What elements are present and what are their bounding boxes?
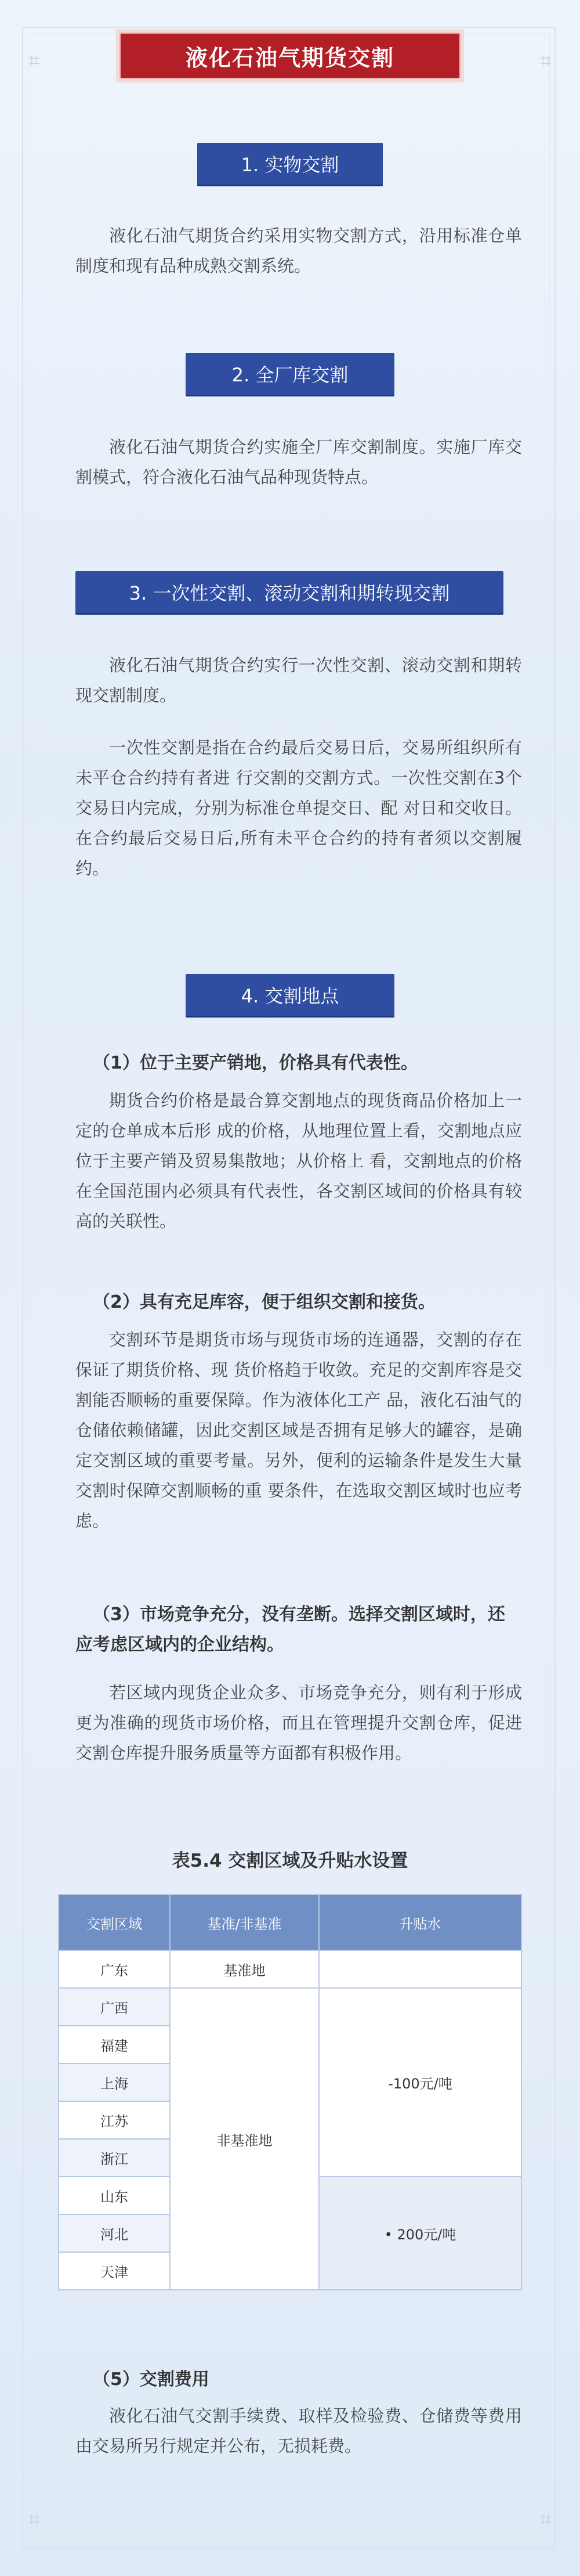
section-4-text-3: 若区域内现货企业众多、市场竞争充分，则有利于形成更为准确的现货市场价格，而且在管理提升交割仓库，促进交割仓库提升服务质量等方面都有积极作用。 — [75, 1683, 522, 1763]
section-heading-1: 1. 实物交割 — [197, 143, 383, 185]
section-1-text: 液化石油气期货合约采用实物交割方式，沿用标准仓单制度和现有品种成熟交割系统。 — [75, 226, 522, 276]
section-heading-2: 2. 全厂库交割 — [186, 353, 394, 395]
table-row — [59, 1950, 521, 1988]
table-header-row — [59, 1895, 521, 1950]
region-cell: 天津 — [59, 2252, 170, 2290]
section-5-text: 液化石油气交割手续费、取样及检验费、仓储费等费用由交易所另行规定并公布，无损耗费。 — [75, 2406, 522, 2456]
section-2-text: 液化石油气期货合约实施全厂库交割制度。实施厂库交割模式，符合液化石油气品种现货特点。 — [75, 437, 522, 487]
region-cell: 广东 — [59, 1950, 170, 1988]
section-5-subhead: （5）交割费用 — [93, 2369, 209, 2390]
section-4-text-2: 交割环节是期货市场与现货市场的连通器，交割的存在保证了期货价格、现 货价格趋于收敛。充足的交割库容是交割能否顺畅的重要保障。作为液体化工产 品，液化石油气的仓储依赖储罐，因此交割区域是否拥有足够大的罐容，是确定交割区域的重要考量。另外，便利的运输条件是发生大量交割时保障交割顺畅的重 要条件，在选取交割区域时也应考虑。 — [75, 1330, 522, 1531]
region-cell: 浙江 — [59, 2139, 170, 2177]
table-row — [59, 1988, 521, 2026]
base-cell: 基准地 — [170, 1950, 319, 1988]
region-cell: 江苏 — [59, 2101, 170, 2139]
section-4-text-1: 期货合约价格是最合算交割地点的现货商品价格加上一定的仓单成本后形 成的价格，从地理位置上看，交割地点应位于主要产销及贸易集散地；从价格上 看，交割地点的价格在全国范围内必须具有代表性，各交割区域间的价格具有较 高的关联性。 — [75, 1091, 522, 1231]
table-title: 表5.4 交割区域及升贴水设置 — [172, 1850, 408, 1871]
table-header-cell: 基准/非基准 — [170, 1895, 319, 1950]
ornament-corner-icon: ⌗ — [28, 2508, 40, 2531]
section-heading-4: 4. 交割地点 — [186, 974, 394, 1016]
region-cell: 广西 — [59, 1988, 170, 2026]
ornament-corner-icon: ⌗ — [28, 49, 40, 73]
nonbase-cell: 非基准地 — [170, 1988, 319, 2290]
section-4-subhead-2: （2）具有充足库容，便于组织交割和接货。 — [93, 1292, 436, 1312]
table-header-cell: 升贴水 — [319, 1895, 521, 1950]
region-cell: 河北 — [59, 2214, 170, 2252]
section-heading-3: 3. 一次性交割、滚动交割和期转现交割 — [75, 571, 503, 613]
table-header-cell: 交割区域 — [59, 1895, 170, 1950]
section-4-subhead-1: （1）位于主要产销地，价格具有代表性。 — [93, 1053, 418, 1073]
section-3-text-1: 液化石油气期货合约实行一次性交割、滚动交割和期转现交割制度。 — [75, 655, 522, 705]
ornament-corner-icon: ⌗ — [540, 2508, 552, 2531]
premium-cell: -100元/吨 — [319, 1988, 521, 2177]
delivery-region-table — [58, 1894, 522, 2290]
premium-cell: • 200元/吨 — [319, 2177, 521, 2290]
region-cell: 上海 — [59, 2063, 170, 2101]
title-banner — [116, 29, 464, 82]
page-title: 液化石油气期货交割 — [119, 33, 461, 79]
section-4-subhead-3: （3）市场竞争充分，没有垄断。选择交割区域时，还应考虑区域内的企业结构。 — [75, 1604, 505, 1655]
premium-cell — [319, 1950, 521, 1988]
section-3-text-2: 一次性交割是指在合约最后交易日后，交易所组织所有未平仓合约持有者进 行交割的交割方式。一次性交割在3个交易日内完成，分别为标准仓单提交日、配 对日和交收日。在合约最后交易日后,所有未平仓合约的持有者须以交割履约。 — [75, 738, 522, 878]
region-cell: 福建 — [59, 2026, 170, 2063]
region-cell: 山东 — [59, 2177, 170, 2214]
ornament-corner-icon: ⌗ — [540, 49, 552, 73]
